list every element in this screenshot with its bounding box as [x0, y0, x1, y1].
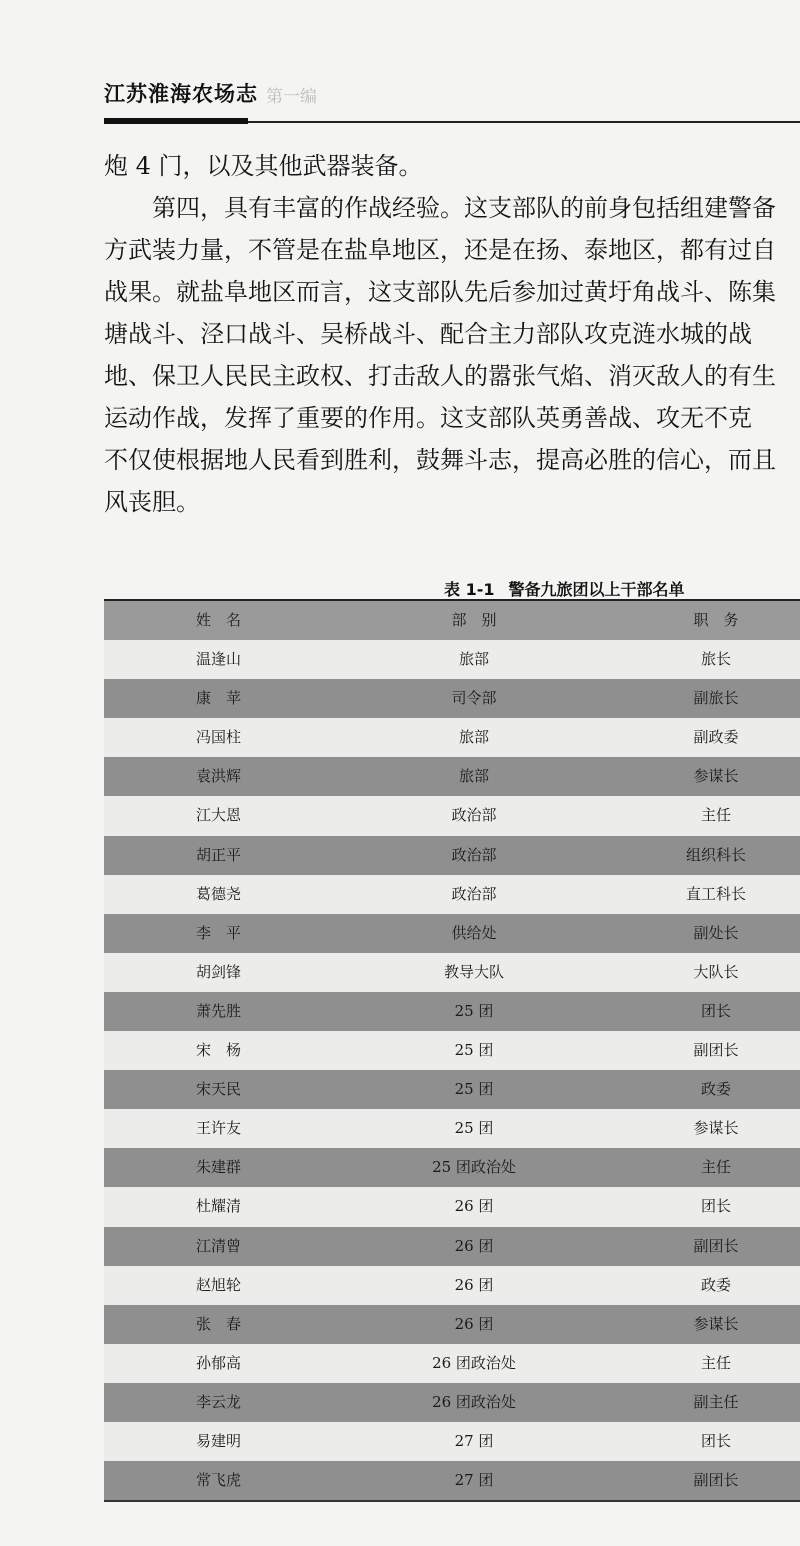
body-line: 战果。就盐阜地区而言，这支部队先后参加过黄圩角战斗、陈集	[104, 278, 776, 306]
table-row: 杜耀清 26 团 团长	[104, 1187, 800, 1226]
table-row: 温逢山 旅部 旅长	[104, 640, 800, 679]
table-number: 表 1-1	[444, 580, 495, 599]
table-body	[104, 640, 800, 1500]
table-title: 警备九旅团以上干部名单	[508, 580, 685, 599]
body-line: 风丧胆。	[104, 488, 200, 516]
cell-name: 袁洪辉	[196, 767, 242, 786]
cell-name: 温逢山	[196, 650, 242, 669]
table-row: 李 平 供给处 副处长	[104, 914, 800, 953]
header-name: 姓 名	[196, 611, 242, 629]
table-row: 宋天民 25 团 政委	[104, 1070, 800, 1109]
cell-name: 常飞虎	[196, 1471, 242, 1490]
table-row: 冯国柱 旅部 副政委	[104, 718, 800, 757]
body-line: 炮 4 门，以及其他武器装备。	[104, 152, 423, 180]
cell-name: 冯国柱	[196, 728, 242, 747]
body-line: 不仅使根据地人民看到胜利，鼓舞斗志，提高必胜的信心，而且	[104, 446, 776, 474]
cell-name: 葛德尧	[196, 884, 242, 903]
body-line: 运动作战，发挥了重要的作用。这支部队英勇善战、攻无不克	[104, 404, 752, 432]
table-row: 萧先胜 25 团 团长	[104, 992, 800, 1031]
cell-name: 张 春	[196, 1314, 242, 1333]
cell-name: 李云龙	[196, 1392, 242, 1411]
table-row: 李云龙 26 团政治处 副主任	[104, 1383, 800, 1422]
cell-name: 朱建群	[196, 1158, 242, 1177]
table-row: 康 苹 司令部 副旅长	[104, 679, 800, 718]
table-row: 胡正平 政治部 组织科长	[104, 836, 800, 875]
cadre-table	[104, 599, 800, 1502]
cell-name: 杜耀清	[196, 1197, 242, 1216]
table-row: 江大恩 政治部 主任	[104, 796, 800, 835]
body-line: 第四，具有丰富的作战经验。这支部队的前身包括组建警备	[152, 194, 776, 222]
table-row: 孙郁高 26 团政治处 主任	[104, 1344, 800, 1383]
section-mark: 第一编	[266, 87, 317, 107]
cell-name: 易建明	[196, 1431, 242, 1450]
table-row: 宋 杨 25 团 副团长	[104, 1031, 800, 1070]
cell-name: 江大恩	[196, 806, 242, 825]
cell-name: 康 苹	[196, 689, 242, 708]
cell-name: 宋天民	[196, 1080, 242, 1099]
cell-name: 李 平	[196, 923, 242, 942]
table-row: 赵旭轮 26 团 政委	[104, 1266, 800, 1305]
cell-name: 宋 杨	[196, 1041, 242, 1060]
body-line: 地、保卫人民民主政权、打击敌人的嚣张气焰、消灭敌人的有生	[104, 362, 776, 390]
table-row: 江清曾 26 团 副团长	[104, 1227, 800, 1266]
cell-name: 王许友	[196, 1119, 242, 1138]
table-row: 易建明 27 团 团长	[104, 1422, 800, 1461]
cell-name: 江清曾	[196, 1236, 242, 1255]
book-title: 江苏淮海农场志	[104, 82, 258, 106]
table-row: 朱建群 25 团政治处 主任	[104, 1148, 800, 1187]
table-row: 常飞虎 27 团 副团长	[104, 1461, 800, 1500]
table-bottom-rule	[104, 1500, 800, 1502]
table-row: 葛德尧 政治部 直工科长	[104, 875, 800, 914]
body-line: 塘战斗、泾口战斗、吴桥战斗、配合主力部队攻克涟水城的战	[104, 320, 752, 348]
cell-name: 胡正平	[196, 845, 242, 864]
cell-name: 孙郁高	[196, 1353, 242, 1372]
cell-name: 萧先胜	[196, 1001, 242, 1020]
cell-name: 胡剑锋	[196, 962, 242, 981]
header-rule-thick	[104, 118, 248, 124]
table-row: 王许友 25 团 参谋长	[104, 1109, 800, 1148]
header-rule-thin	[248, 121, 800, 123]
running-header	[104, 78, 800, 118]
body-line: 方武装力量，不管是在盐阜地区，还是在扬、泰地区，都有过自	[104, 236, 776, 264]
table-caption	[444, 577, 685, 600]
body-text	[104, 145, 800, 523]
cell-name: 赵旭轮	[196, 1275, 242, 1294]
table-row: 胡剑锋 教导大队 大队长	[104, 953, 800, 992]
table-header-row: 姓 名 部 别 职 务	[104, 601, 800, 640]
table-row: 张 春 26 团 参谋长	[104, 1305, 800, 1344]
table-row: 袁洪辉 旅部 参谋长	[104, 757, 800, 796]
